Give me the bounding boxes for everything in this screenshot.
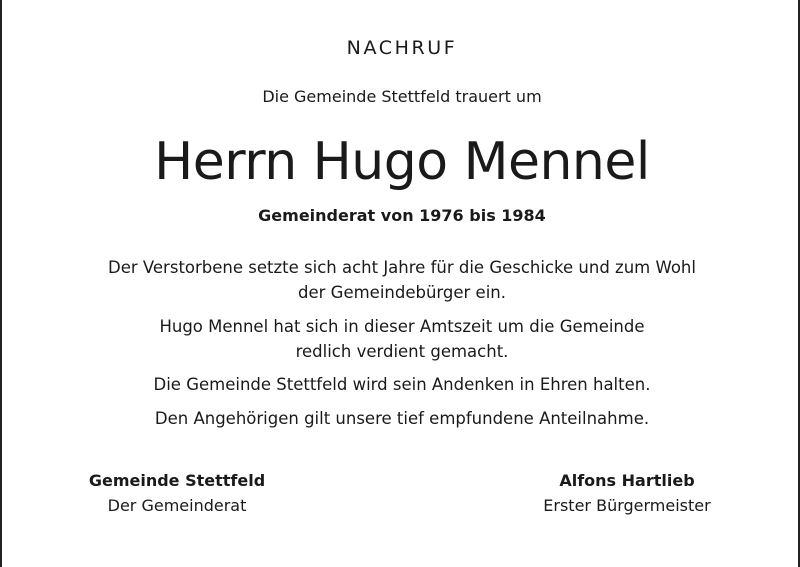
- signature-title: Gemeinde Stettfeld: [88, 471, 266, 490]
- paragraph-merit: [2, 314, 800, 364]
- notice-heading: NACHRUF: [346, 37, 458, 59]
- signature-title: Alfons Hartlieb: [559, 471, 695, 490]
- deceased-name: Herrn Hugo Mennel: [154, 132, 650, 192]
- paragraph-line: Den Angehörigen gilt unsere tief empfundene Anteilnahme.: [154, 409, 650, 428]
- paragraph-line: redlich verdient gemacht.: [295, 342, 509, 361]
- intro-line: Die Gemeinde Stettfeld trauert um: [262, 87, 542, 106]
- signature-subtitle: Der Gemeinderat: [107, 496, 247, 515]
- signature-mayor: [522, 468, 732, 518]
- paragraph-line: Die Gemeinde Stettfeld wird sein Andenken in Ehren halten.: [153, 375, 651, 394]
- signature-subtitle: Erster Bürgermeister: [543, 496, 711, 515]
- paragraph-memory: [2, 372, 800, 397]
- paragraph-line: Der Verstorbene setzte sich acht Jahre für die Geschicke und zum Wohl: [108, 258, 696, 277]
- paragraph-line: Hugo Mennel hat sich in dieser Amtszeit um die Gemeinde: [159, 317, 645, 336]
- paragraph-condolence: [2, 406, 800, 431]
- role-line: Gemeinderat von 1976 bis 1984: [258, 206, 546, 225]
- paragraph-service: [2, 255, 800, 305]
- paragraph-line: der Gemeindebürger ein.: [298, 283, 506, 302]
- signature-municipality: [67, 468, 287, 518]
